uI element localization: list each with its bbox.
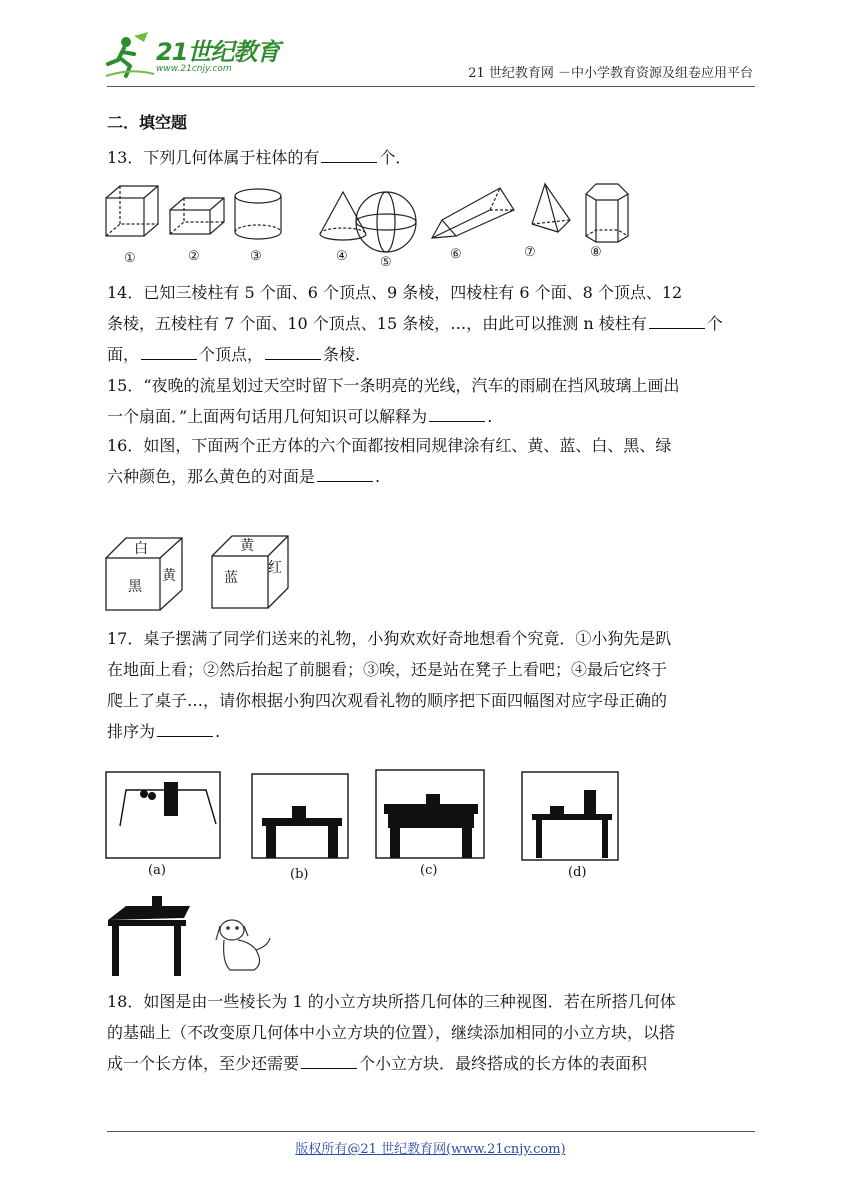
q15-line1: 15．“夜晚的流星划过天空时留下一条明亮的光线，汽车的雨刷在挡风玻璃上画出 (107, 376, 680, 395)
cube2-front: 蓝 (224, 570, 238, 586)
solid-label: ③ (250, 249, 262, 264)
q14-line1: 14．已知三棱柱有 5 个面、6 个顶点、9 条棱，四棱柱有 6 个面、8 个顶点、12 (107, 283, 683, 302)
q13-solids-figure (100, 180, 645, 272)
q16-line2: 六种颜色，那么黄色的对面是 . (107, 467, 381, 486)
cube1-top: 白 (134, 541, 148, 557)
cube2-top: 黄 (240, 538, 254, 554)
solid-label: ② (188, 249, 200, 264)
q15-line2: 一个扇面．”上面两句话用几何知识可以解释为 . (107, 407, 493, 426)
header-site-text: 21 世纪教育网 －中小学教育资源及组卷应用平台 (468, 66, 753, 81)
solid-label: ① (124, 251, 136, 266)
solid-label: ④ (336, 249, 348, 264)
question-13 (107, 142, 755, 173)
q17-line3: 爬上了桌子…，请你根据小狗四次观看礼物的顺序把下面四幅图对应字母正确的 (107, 691, 668, 710)
dog-icon (216, 920, 270, 970)
q17-line2: 在地面上看；②然后抬起了前腿看；③唉，还是站在凳子上看吧；④最后它终于 (107, 660, 668, 679)
q17-line1: 17．桌子摆满了同学们送来的礼物，小狗欢欢好奇地想看个究竟．①小狗先是趴 (107, 629, 672, 648)
q16-cubes-figure (104, 534, 294, 614)
solid-label: ⑤ (380, 255, 392, 270)
q14-blank-vertices[interactable] (141, 345, 197, 360)
q16-blank[interactable] (317, 467, 373, 482)
solid-7-pyramid (532, 184, 570, 232)
q17-blank[interactable] (157, 722, 213, 737)
q15-blank[interactable] (429, 407, 485, 422)
solid-label: ⑥ (450, 247, 462, 262)
cube2-side: 红 (268, 560, 282, 576)
solid-1-cube (106, 186, 158, 236)
runner-logo-icon (104, 28, 156, 82)
logo-url: www.21cnjy.com (156, 64, 232, 74)
q17-table-dog-figure (104, 888, 284, 980)
section-title: 二．填空题 (107, 113, 188, 132)
footer-copyright-link[interactable]: 版权所有@21 世纪教育网(www.21cnjy.com) (295, 1142, 566, 1157)
solid-label: ⑧ (590, 245, 602, 260)
solid-2-prism (170, 198, 224, 234)
q18-line2: 的基础上（不改变原几何体中小立方块的位置），继续添加相同的小立方块，以搭 (107, 1023, 676, 1042)
q17-line4: 排序为 . (107, 722, 221, 741)
q18-line1: 18．如图是由一些棱长为 1 的小立方块所搭几何体的三种视图．若在所搭几何体 (107, 992, 676, 1011)
view-label: (b) (290, 867, 309, 882)
q14-line2: 条棱，五棱柱有 7 个面、10 个顶点、15 条棱，…，由此可以推测 n 棱柱有 个 (107, 314, 723, 333)
view-label: (d) (568, 865, 587, 880)
q16-line1: 16．如图，下面两个正方体的六个面都按相同规律涂有红、黄、蓝、白、黑、绿 (107, 436, 672, 455)
solid-8-hex-prism (586, 184, 628, 242)
question-15 (107, 370, 755, 432)
q17-views-figure (104, 768, 624, 886)
view-label: (c) (420, 863, 438, 878)
solid-3-cylinder (235, 189, 281, 239)
solid-label: ⑦ (524, 245, 536, 260)
solid-5-sphere (356, 192, 416, 252)
q13-text-a: 13．下列几何体属于柱体的有 (107, 148, 320, 167)
q14-blank-faces[interactable] (649, 314, 705, 329)
footer-divider (107, 1131, 755, 1132)
cube1-front: 黑 (128, 579, 142, 595)
view-label: (a) (148, 863, 166, 878)
cube1-side: 黄 (162, 568, 176, 584)
header-divider (107, 86, 755, 87)
site-logo (104, 28, 294, 82)
logo-text: 21世纪教育 (156, 38, 280, 66)
q13-blank[interactable] (321, 148, 377, 163)
q14-blank-edges[interactable] (265, 345, 321, 360)
question-17 (107, 623, 755, 747)
q18-line3: 成一个长方体，至少还需要 个小立方块．最终搭成的长方体的表面积 (107, 1054, 648, 1073)
question-14 (107, 277, 755, 370)
question-18 (107, 986, 755, 1079)
solid-4-cone (320, 192, 366, 240)
q18-blank[interactable] (301, 1054, 357, 1069)
question-16 (107, 430, 755, 492)
solid-6-triangular-prism (432, 188, 514, 238)
q13-text-b: 个． (379, 148, 412, 167)
q14-line3: 面， 个顶点， 条棱. (107, 345, 361, 364)
